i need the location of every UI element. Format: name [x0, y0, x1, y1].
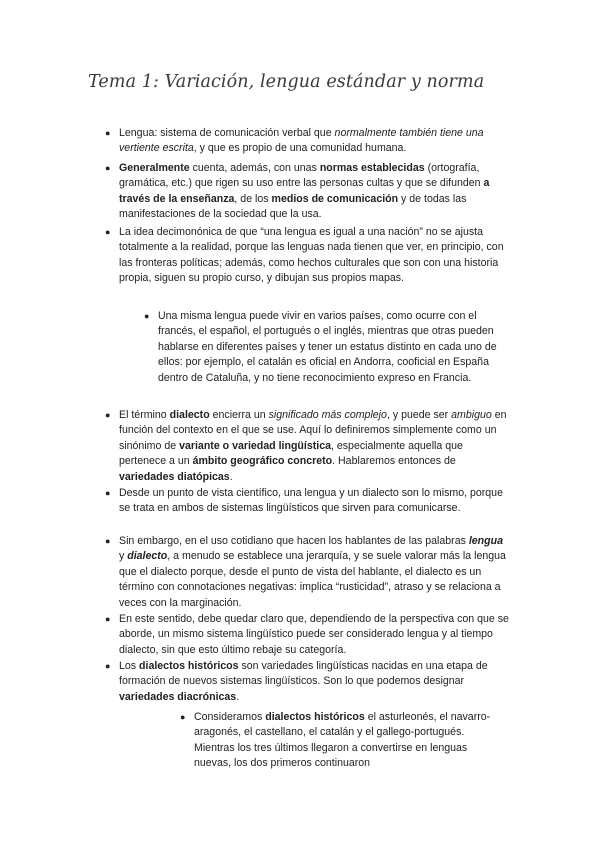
emphasis-text: dialectos históricos: [139, 660, 239, 672]
bullet-icon: ●: [105, 536, 111, 546]
emphasis-text: medios de comunicación: [271, 192, 399, 205]
list-item: [105, 408, 509, 485]
emphasis-text: variante o variedad lingüística: [179, 439, 331, 452]
bullet-icon: ●: [105, 661, 111, 671]
list-item: [180, 710, 504, 772]
emphasis-text: ambiguo: [451, 409, 492, 421]
paragraph-text: Lengua: sistema de comunicación verbal que normalmente también tiene una vertiente escrita, y que es propio de una comunidad humana.: [119, 127, 484, 155]
emphasis-text: lengua: [468, 535, 503, 547]
paragraph-text: Una misma lengua puede vivir en varios países, como ocurre con el francés, el español, el portugués o el inglés, mientras que otras pueden hablarse en diferentes países y tener un estatus distinto en cada uno de ellos: por ejemplo, el catalán es oficial en Andorra, cooficial en España dentro de Cataluña, y no tiene reconocimiento expreso en Francia.: [158, 310, 497, 384]
list-item: [105, 161, 509, 223]
paragraph-text: Los dialectos históricos son variedades lingüísticas nacidas en una etapa de formación de nuevos sistemas lingüísticos. Son lo que podemos designar variedades diacrónicas.: [119, 660, 488, 703]
paragraph-text: Desde un punto de vista científico, una lengua y un dialecto son lo mismo, porque se trata en ambos de sistemas lingüísticos que sirven para comunicarse.: [119, 487, 503, 515]
list-item: [105, 126, 509, 157]
emphasis-text: ámbito geográfico concreto: [192, 455, 333, 468]
paragraph-text: El término dialecto encierra un significado más complejo, y puede ser ambiguo en función del contexto en el que se use. Aquí lo definiremos simplemente como un sinónimo de variante o variedad lingüística, especialmente aquella que pertenece a un ámbito geográfico concreto. Hablaremos entonces de variedades diatópicas.: [119, 409, 507, 483]
bullet-icon: ●: [105, 410, 111, 420]
emphasis-text: a través de la enseñanza: [119, 177, 490, 205]
bullet-icon: ●: [105, 488, 111, 498]
emphasis-text: normalmente también tiene una vertiente escrita: [119, 127, 484, 155]
emphasis-text: Generalmente: [119, 162, 190, 174]
bullet-icon: ●: [180, 712, 186, 722]
document-title: Tema 1: Variación, lengua estándar y norma: [88, 72, 485, 92]
paragraph-text: Generalmente cuenta, además, con unas normas establecidas (ortografía, gramática, etc.) que rigen su uso entre las personas cultas y que se difunden a través de la enseñanza, de los medios de comunicación y de todas las manifestaciones de la sociedad que la usa.: [119, 162, 490, 221]
list-item: [105, 612, 509, 658]
list-item: [105, 534, 509, 611]
emphasis-text: dialecto: [127, 550, 168, 563]
emphasis-text: significado más complejo: [268, 409, 387, 421]
paragraph-text: Consideramos dialectos históricos el asturleonés, el navarro-aragonés, el castellano, el catalán y el gallego-portugués. Mientras los tres últimos llegaron a convertirse en lenguas nuevas, los dos primeros continuaron: [194, 711, 491, 770]
list-item: [105, 225, 509, 287]
list-item: [144, 309, 510, 386]
paragraph-text: Sin embargo, en el uso cotidiano que hacen los hablantes de las palabras lengua y dialecto, a menudo se establece una jerarquía, y se suele valorar más la lengua que el dialecto porque, desde el punto de vista del hablante, el dialecto es un término con connotaciones negativas: implica “rusticidad”, atraso y se relaciona a veces con la marginación.: [119, 535, 506, 609]
bullet-icon: ●: [105, 227, 111, 237]
emphasis-text: dialecto: [169, 409, 210, 421]
emphasis-text: variedades diacrónicas: [119, 690, 237, 703]
emphasis-text: normas establecidas: [319, 162, 425, 174]
bullet-icon: ●: [105, 614, 111, 624]
emphasis-text: dialectos históricos: [265, 711, 365, 723]
bullet-icon: ●: [144, 311, 150, 321]
paragraph-text: En este sentido, debe quedar claro que, dependiendo de la perspectiva con que se aborde, un mismo sistema lingüístico puede ser considerado lengua y al tiempo dialecto, sin que esto último rebaje su categoría.: [119, 613, 509, 656]
bullet-icon: ●: [105, 128, 111, 138]
list-item: [105, 659, 509, 705]
emphasis-text: variedades diatópicas: [119, 470, 230, 483]
bullet-icon: ●: [105, 163, 111, 173]
list-item: [105, 486, 509, 517]
paragraph-text: La idea decimonónica de que “una lengua es igual a una nación” no se ajusta totalmente a la realidad, porque las lenguas nada tienen que ver, en principio, con las fronteras políticas; además, como hechos culturales que son con una historia propia, siguen su propio curso, y dibujan sus propios mapas.: [119, 226, 504, 285]
